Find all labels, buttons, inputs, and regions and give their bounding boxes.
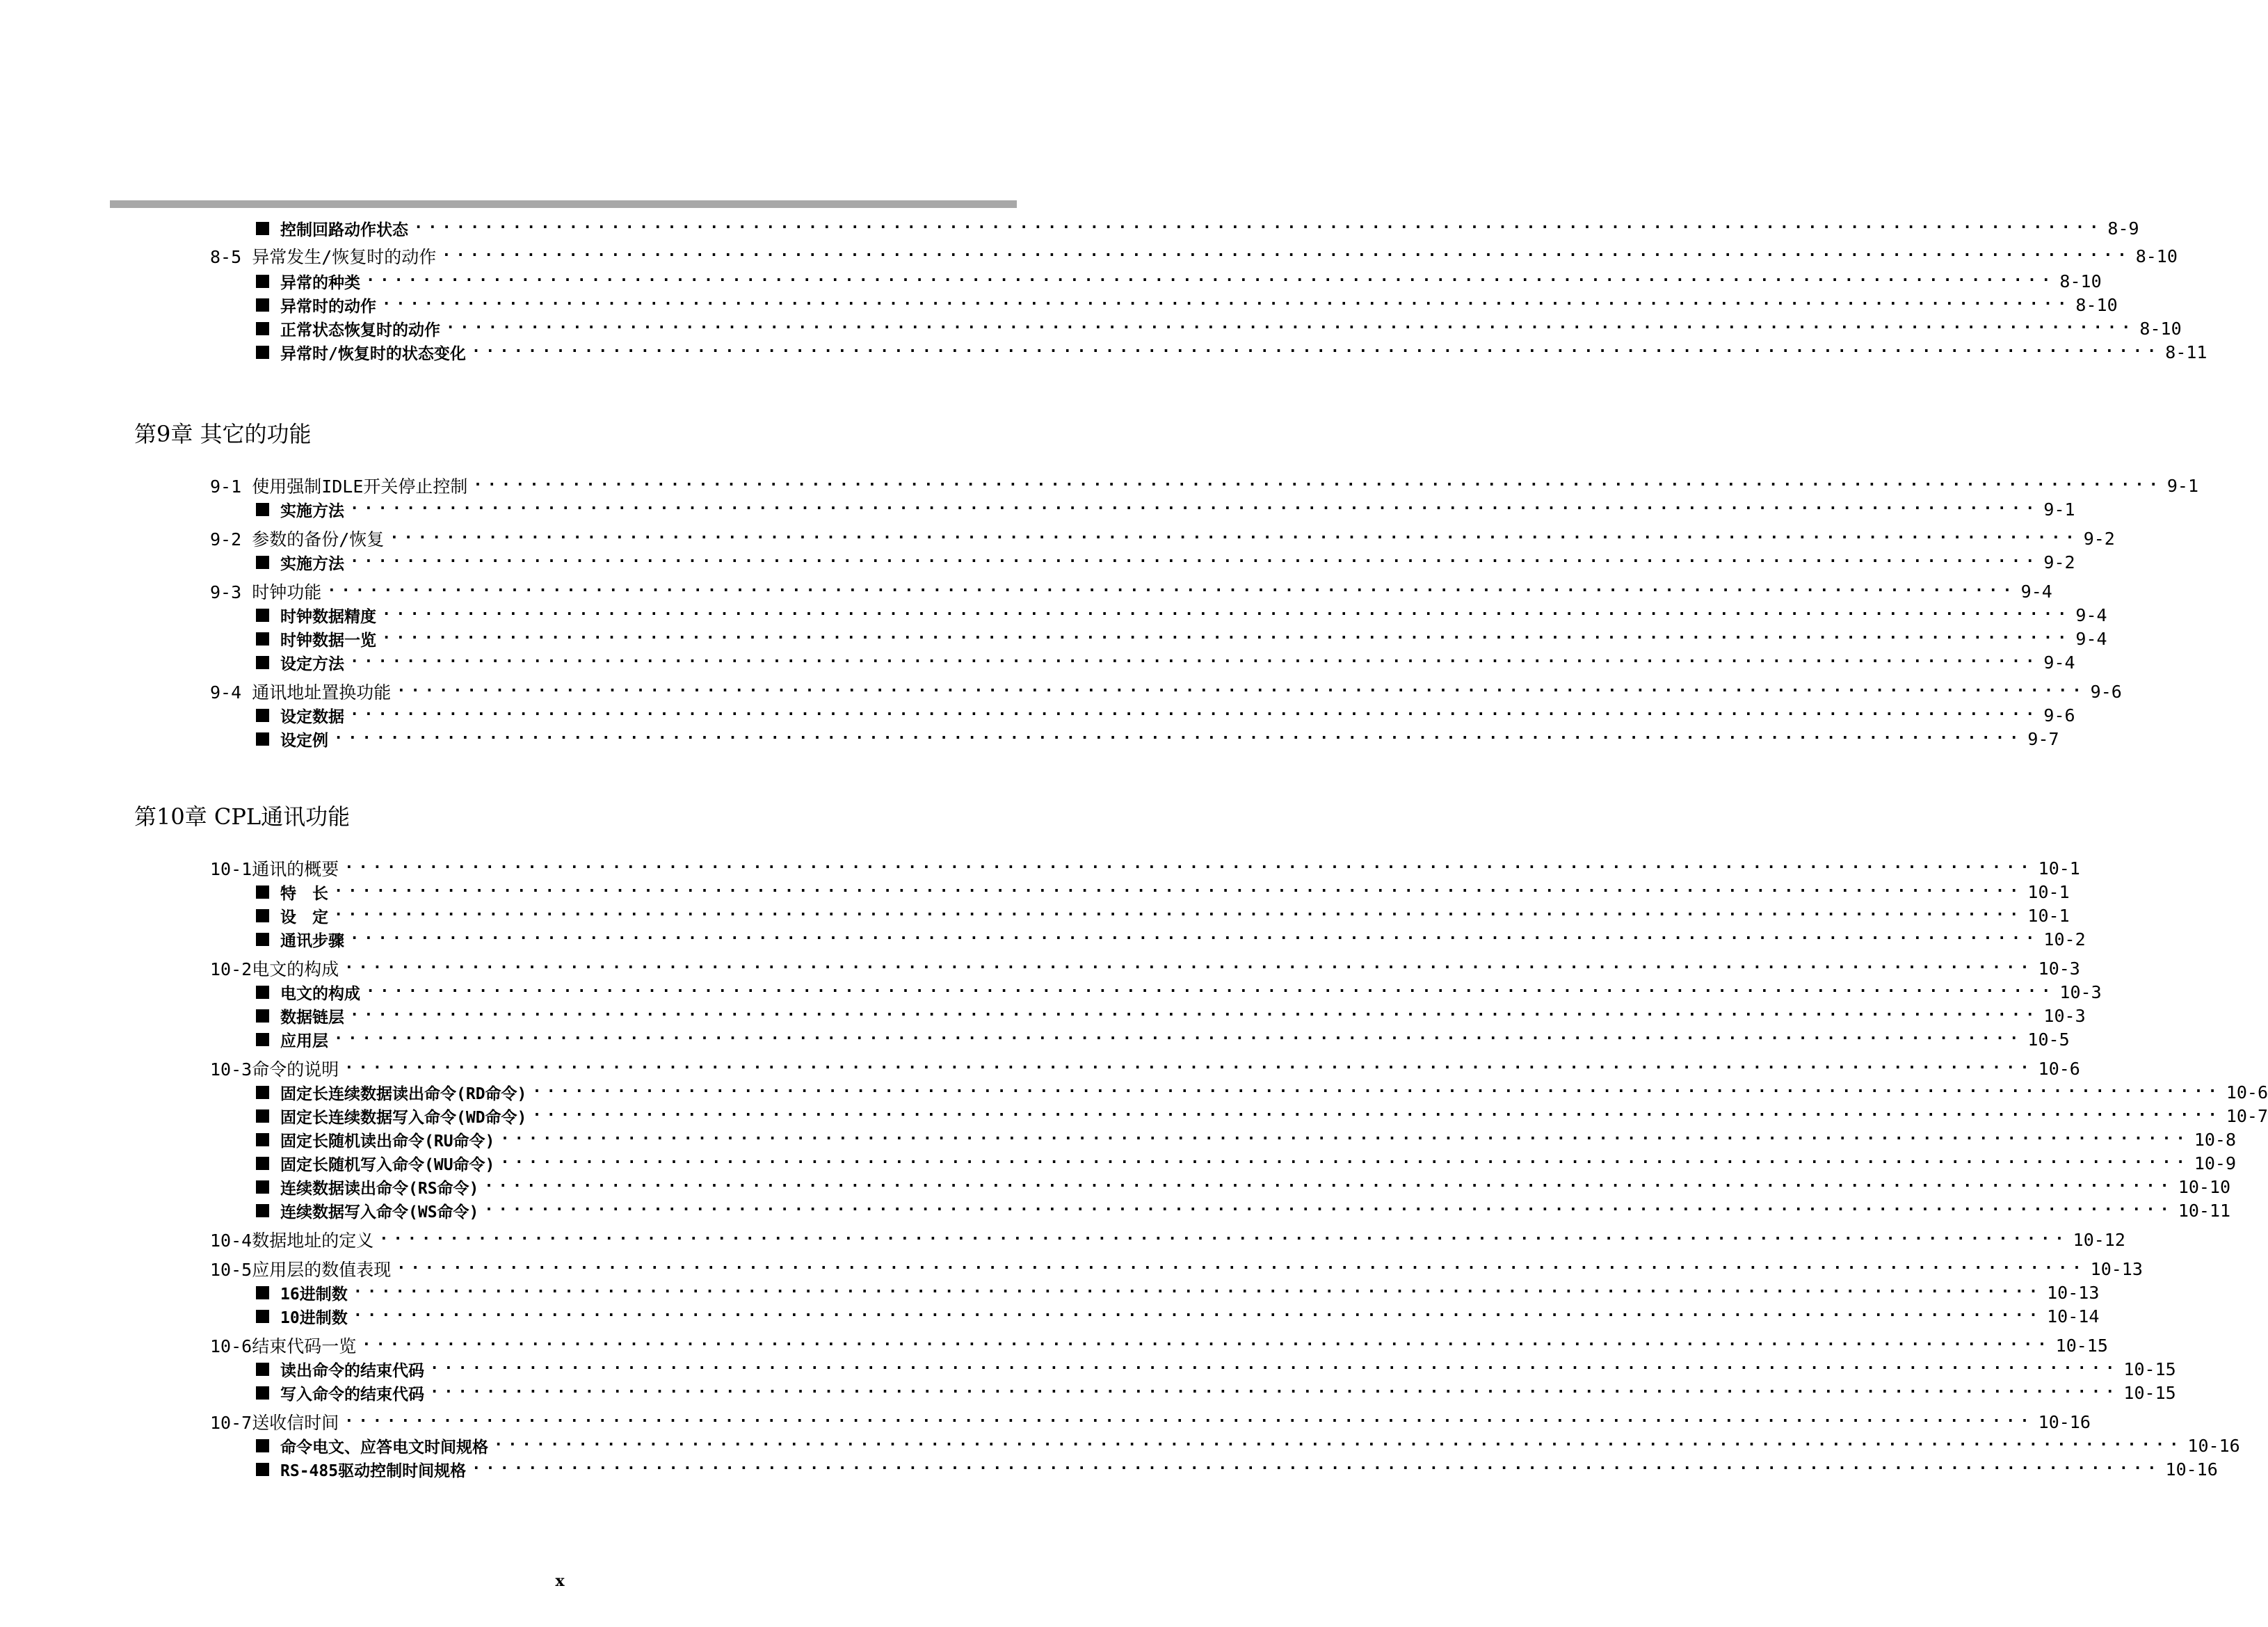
toc-page-number: 10-1 [2027,905,2070,926]
toc-entry-label: 10-6结束代码一览 [210,1336,357,1356]
toc-entry-label: 连续数据写入命令(WS命令) [280,1203,479,1221]
chapter-title: 第10章 CPL通讯功能 [134,803,351,830]
bullet-square-icon [256,1086,269,1099]
dot-leader: ························································································································ [334,883,2024,900]
dot-leader: ························································································································ [382,606,2072,623]
toc-page-number: 10-15 [2123,1358,2176,1379]
dot-leader: ························································································································ [532,1083,2222,1100]
toc-entry-label: 特 长 [280,884,328,903]
toc-section-entry[interactable] [210,581,2052,602]
toc-entry-label: 设定例 [280,731,328,750]
toc-subsection-entry[interactable] [256,1029,2070,1050]
toc-subsection-entry[interactable] [256,905,2070,927]
toc-page-number: 10-15 [2123,1382,2176,1403]
bullet-square-icon [256,909,269,922]
toc-entry-label: 异常的种类 [280,273,360,292]
dot-leader: ························································································································ [442,247,2132,264]
toc-chapter-heading [134,419,312,447]
toc-page-number: 10-7 [2226,1105,2268,1126]
toc-page-number: 9-2 [2083,528,2115,549]
bullet-square-icon [256,556,269,569]
toc-subsection-entry[interactable] [256,881,2070,903]
toc-entry-label: 数据链层 [280,1008,344,1027]
toc-subsection-entry[interactable] [256,1005,2086,1027]
bullet-square-icon [256,1204,269,1217]
toc-page-number: 10-13 [2047,1282,2100,1303]
toc-section-entry[interactable] [210,1411,2091,1433]
toc-page-number: 9-1 [2043,499,2075,520]
bullet-square-icon [256,1386,269,1400]
dot-leader: ························································································································ [350,930,2040,947]
toc-entry-label: 实施方法 [280,502,344,520]
toc-subsection-entry[interactable] [256,1306,2100,1327]
dot-leader: ························································································································ [366,272,2056,289]
dot-leader: ························································································································ [334,730,2024,747]
dot-leader: ························································································································ [389,529,2080,547]
dot-leader: ························································································································ [396,682,2086,700]
dot-leader: ························································································································ [353,1283,2043,1301]
toc-page-number: 9-1 [2166,475,2198,496]
dot-leader: ························································································································ [484,1201,2174,1219]
dot-leader: ························································································································ [334,906,2024,924]
toc-entry-label: 9-1 使用强制IDLE开关停止控制 [210,476,468,497]
toc-entry-label: 读出命令的结束代码 [280,1361,424,1380]
toc-page-number: 10-3 [2038,958,2080,979]
bullet-square-icon [256,1439,269,1452]
toc-page-number: 10-1 [2038,858,2080,879]
chapter-title: 第9章 其它的功能 [134,421,312,447]
dot-leader: ························································································································ [500,1130,2190,1148]
toc-entry-label: 异常时/恢复时的状态变化 [280,344,466,363]
toc-page-number: 9-4 [2075,604,2107,625]
toc-page-number: 10-6 [2038,1058,2080,1079]
toc-page-number: 9-4 [2043,652,2075,673]
toc-page-number: 10-13 [2090,1258,2143,1279]
toc-entry-label: 应用层 [280,1032,328,1050]
toc-entry-label: 实施方法 [280,554,344,573]
toc-page-number: 8-11 [2165,342,2207,362]
toc-page-number: 10-15 [2055,1335,2108,1356]
toc-entry-label: 10-1通讯的概要 [210,859,339,879]
toc-entry-label: 10-3命令的说明 [210,1059,339,1080]
dot-leader: ························································································································ [350,500,2040,518]
toc-page-number: 9-7 [2027,728,2059,749]
bullet-square-icon [256,298,269,312]
toc-entry-label: 10-7送收信时间 [210,1413,339,1433]
toc-subsection-entry[interactable] [256,552,2075,573]
toc-page-number: 9-4 [2075,628,2107,649]
toc-section-entry[interactable] [210,681,2122,703]
toc-entry-label: RS-485驱动控制时间规格 [280,1461,467,1480]
dot-leader: ························································································································ [500,1154,2190,1171]
toc-entry-label: 设定方法 [280,655,344,673]
dot-leader: ························································································································ [344,1413,2034,1430]
dot-leader: ························································································································ [382,630,2072,647]
toc-entry-label: 固定长连续数据读出命令(RD命令) [280,1084,527,1103]
toc-entry-label: 10-5应用层的数值表现 [210,1260,392,1280]
toc-page-number: 9-6 [2043,705,2075,726]
toc-page-number: 8-10 [2059,271,2102,291]
dot-leader: ························································································································ [494,1436,2184,1454]
dot-leader: ························································································································ [472,1460,2162,1477]
dot-leader: ························································································································ [430,1360,2120,1377]
bullet-square-icon [256,1009,269,1023]
toc-entry-label: 控制回路动作状态 [280,221,408,239]
toc-page-number: 10-3 [2059,981,2102,1002]
toc-page-number: 10-10 [2178,1176,2231,1197]
toc-subsection-entry[interactable] [256,628,2107,650]
toc-page-number: 10-1 [2027,881,2070,902]
bullet-square-icon [256,1109,269,1123]
toc-subsection-entry[interactable] [256,981,2102,1003]
dot-leader: ························································································································ [396,1260,2086,1277]
bullet-square-icon [256,222,269,235]
toc-subsection-entry[interactable] [256,318,2182,339]
toc-page-number: 8-10 [2135,246,2178,266]
toc-subsection-entry[interactable] [256,728,2059,750]
toc-section-entry[interactable] [210,475,2198,497]
toc-page-number: 10-16 [2038,1411,2091,1432]
toc-section-entry[interactable] [210,1229,2125,1251]
toc-entry-label: 时钟数据一览 [280,631,376,650]
dot-leader: ························································································································ [344,959,2034,977]
toc-entry-label: 设定数据 [280,707,344,726]
toc-subsection-entry[interactable] [256,1176,2231,1198]
bullet-square-icon [256,1363,269,1376]
toc-page-number: 10-16 [2187,1435,2240,1456]
toc-entry-label: 连续数据读出命令(RS命令) [280,1179,479,1198]
bullet-square-icon [256,709,269,722]
dot-leader: ························································································································ [362,1336,2052,1354]
bullet-square-icon [256,1033,269,1046]
toc-subsection-entry[interactable] [256,271,2102,292]
toc-entry-label: 时钟数据精度 [280,607,376,626]
toc-subsection-entry[interactable] [256,1082,2268,1103]
bullet-square-icon [256,275,269,288]
toc-entry-label: 9-2 参数的备份/恢复 [210,529,385,550]
toc-entry-label: 异常时的动作 [280,297,376,316]
toc-subsection-entry[interactable] [256,705,2075,726]
dot-leader: ························································································································ [471,343,2162,360]
bullet-square-icon [256,1133,269,1146]
toc-entry-label: 16进制数 [280,1285,348,1304]
bullet-square-icon [256,322,269,335]
bullet-square-icon [256,732,269,746]
toc-entry-label: 10-2电文的构成 [210,959,339,979]
toc-page-number: 9-2 [2043,552,2075,572]
toc-subsection-entry[interactable] [256,652,2075,673]
toc-entry-label: 固定长随机读出命令(RU命令) [280,1132,495,1151]
bullet-square-icon [256,885,269,899]
bullet-square-icon [256,986,269,999]
toc-section-entry[interactable] [210,1335,2108,1356]
toc-page-number: 10-12 [2073,1229,2125,1250]
toc-page-number: 10-3 [2043,1005,2086,1026]
toc-entry-label: 设 定 [280,908,328,927]
dot-leader: ························································································································ [532,1107,2222,1124]
dot-leader: ························································································································ [350,553,2040,570]
toc-entry-label: 9-3 时钟功能 [210,582,322,602]
toc-section-entry[interactable] [210,528,2115,550]
toc-page-number: 9-4 [2020,581,2052,602]
toc-entry-label: 写入命令的结束代码 [280,1385,424,1404]
dot-leader: ························································································································ [344,859,2034,876]
toc-page-number: 10-8 [2194,1129,2237,1150]
toc-entry-label: 9-4 通讯地址置换功能 [210,682,392,703]
toc-subsection-entry[interactable] [256,1459,2218,1480]
bullet-square-icon [256,656,269,669]
toc-page-number: 9-6 [2090,681,2122,702]
page-number: x [555,1572,565,1590]
bullet-square-icon [256,346,269,359]
dot-leader: ························································································································ [414,219,2104,237]
toc-subsection-entry[interactable] [256,1358,2176,1380]
dot-leader: ························································································································ [484,1178,2174,1195]
toc-subsection-entry[interactable] [256,1382,2176,1404]
toc-entry-label: 电文的构成 [280,984,360,1003]
dot-leader: ························································································································ [366,983,2056,1000]
toc-page-number: 10-6 [2226,1082,2268,1103]
dot-leader: ························································································································ [379,1231,2069,1248]
bullet-square-icon [256,933,269,946]
dot-leader: ························································································································ [473,476,2163,494]
toc-subsection-entry[interactable] [256,342,2207,363]
toc-page-number: 10-16 [2165,1459,2218,1480]
bullet-square-icon [256,609,269,622]
toc-entry-label: 命令电文、应答电文时间规格 [280,1438,488,1457]
toc-section-entry[interactable] [210,1058,2080,1080]
toc-subsection-entry[interactable] [256,1105,2268,1127]
toc-entry-label: 通讯步骤 [280,931,344,950]
dot-leader: ························································································································ [446,319,2136,337]
bullet-square-icon [256,632,269,646]
dot-leader: ························································································································ [430,1384,2120,1401]
bullet-square-icon [256,1180,269,1194]
bullet-square-icon [256,1286,269,1299]
dot-leader: ························································································································ [350,706,2040,723]
toc-section-entry[interactable] [210,858,2080,879]
dot-leader: ························································································································ [350,1007,2040,1024]
dot-leader: ························································································································ [353,1307,2043,1324]
toc-subsection-entry[interactable] [256,1282,2100,1304]
toc-subsection-entry[interactable] [256,218,2139,239]
dot-leader: ························································································································ [350,653,2040,671]
dot-leader: ························································································································ [382,296,2072,313]
toc-page-number: 8-9 [2107,218,2139,239]
dot-leader: ························································································································ [344,1059,2034,1077]
toc-entry-label: 正常状态恢复时的动作 [280,321,440,339]
toc-subsection-entry[interactable] [256,499,2075,520]
toc-entry-label: 固定长连续数据写入命令(WD命令) [280,1108,527,1127]
toc-page-number: 10-11 [2178,1200,2231,1221]
toc-section-entry[interactable] [210,1258,2143,1280]
toc-subsection-entry[interactable] [256,1153,2237,1174]
toc-entry-label: 10进制数 [280,1308,348,1327]
toc-subsection-entry[interactable] [256,604,2107,626]
toc-page-number: 8-10 [2139,318,2182,339]
toc-subsection-entry[interactable] [256,1435,2240,1457]
toc-chapter-heading [134,801,350,829]
toc-entry-label: 固定长随机写入命令(WU命令) [280,1155,495,1174]
toc-page-number: 10-5 [2027,1029,2070,1050]
toc-subsection-entry[interactable] [256,294,2118,316]
toc-entry-label: 8-5 异常发生/恢复时的动作 [210,247,437,267]
toc-page-number: 8-10 [2075,294,2118,315]
toc-subsection-entry[interactable] [256,1129,2237,1151]
toc-subsection-entry[interactable] [256,929,2086,950]
dot-leader: ························································································································ [327,582,2017,600]
toc-subsection-entry[interactable] [256,1200,2231,1221]
toc-entry-label: 10-4数据地址的定义 [210,1231,374,1251]
toc-page-number: 10-14 [2047,1306,2100,1327]
bullet-square-icon [256,503,269,516]
bullet-square-icon [256,1463,269,1476]
bullet-square-icon [256,1310,269,1323]
toc-section-entry[interactable] [210,246,2178,267]
bullet-square-icon [256,1157,269,1170]
dot-leader: ························································································································ [334,1030,2024,1048]
toc-page-number: 10-9 [2194,1153,2237,1173]
toc-page-number: 10-2 [2043,929,2086,949]
toc-section-entry[interactable] [210,958,2080,979]
header-rule [110,200,1017,208]
